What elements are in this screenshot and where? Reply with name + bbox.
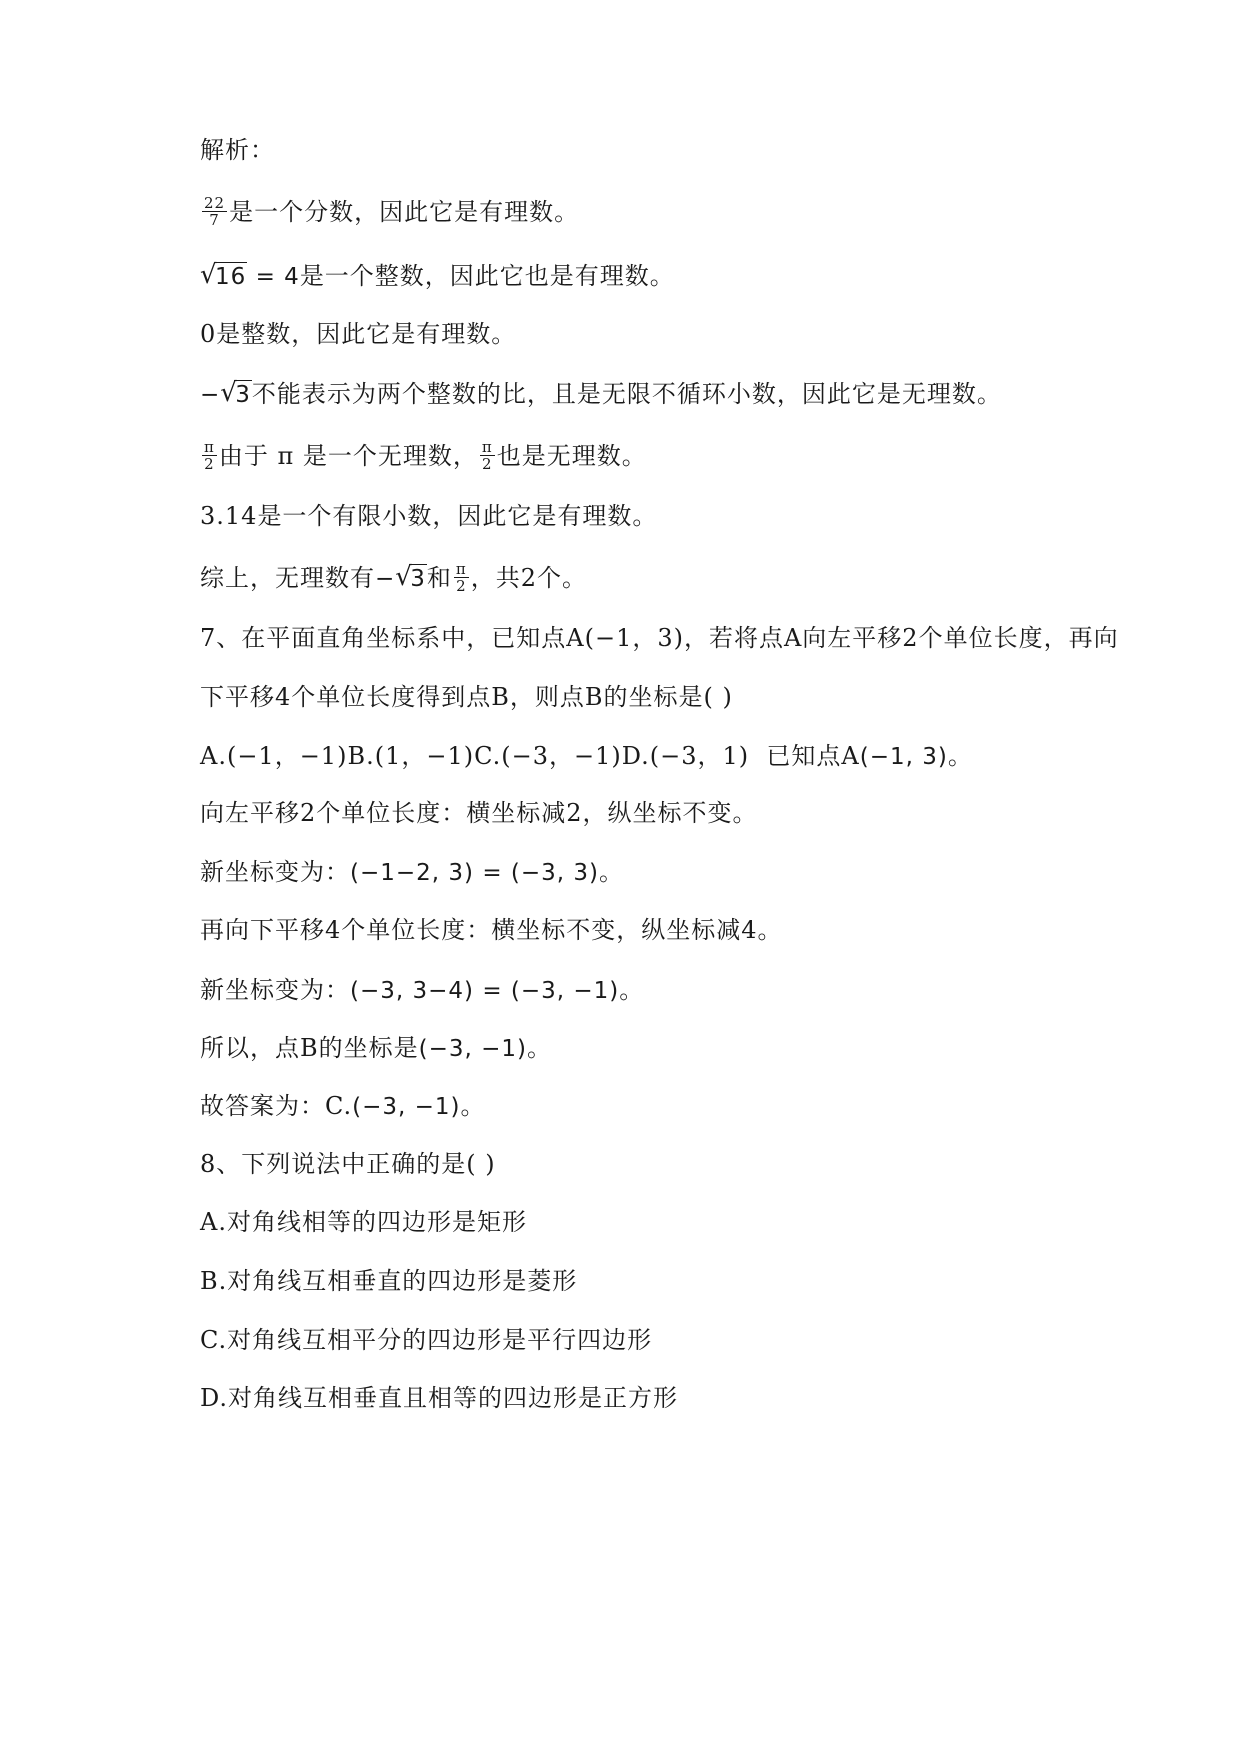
fraction-denominator: 2 — [480, 455, 495, 472]
fraction-pi-2 — [202, 439, 217, 472]
analysis-line-3-14: 3.14是一个有限小数，因此它是有理数。 — [200, 502, 658, 530]
analysis-line-fraction-22-7 — [200, 196, 579, 230]
analysis-text: 是一个整数，因此它也是有理数。 — [299, 262, 675, 290]
equation-text: = 4 — [247, 264, 300, 290]
sqrt-3 — [395, 563, 427, 595]
question-7-step-1: 向左平移2个单位长度：横坐标减2，纵坐标不变。 — [200, 799, 758, 827]
question-8-option-a: A.对角线相等的四边形是矩形 — [200, 1208, 527, 1236]
fraction-numerator: 22 — [204, 194, 226, 212]
analysis-text: 综上，无理数有 — [200, 564, 375, 592]
math-expression: (−3, −1) — [418, 1036, 528, 1062]
minus-sign: − — [200, 382, 221, 408]
analysis-text: 和 — [426, 564, 452, 592]
math-expression: (−3, −1) — [352, 1094, 461, 1120]
fraction-numerator: π — [204, 438, 215, 456]
fraction-denominator: 7 — [202, 211, 227, 228]
analysis-text: 是一个分数，因此它是有理数。 — [229, 198, 580, 226]
analysis-text: 。 — [619, 976, 645, 1004]
radical-sign: √ — [200, 260, 218, 290]
question-8-option-b: B.对角线互相垂直的四边形是菱形 — [200, 1267, 578, 1295]
analysis-summary-line — [200, 562, 587, 596]
analysis-text: 。 — [527, 1034, 553, 1062]
fraction-numerator: π — [481, 438, 493, 456]
fraction-numerator: π — [455, 560, 467, 578]
question-8-stem: 8、下列说法中正确的是( ) — [200, 1150, 496, 1178]
fraction-22-7 — [202, 195, 227, 228]
question-8-option-d: D.对角线互相垂直且相等的四边形是正方形 — [200, 1384, 679, 1412]
analysis-text: 新坐标变为： — [200, 858, 350, 886]
analysis-text: 。 — [947, 742, 973, 770]
analysis-text: 新坐标变为： — [200, 976, 350, 1004]
radicand: 3 — [410, 566, 426, 592]
question-8-option-c: C.对角线互相平分的四边形是平行四边形 — [200, 1326, 653, 1354]
radical-sign: √ — [220, 378, 238, 408]
question-7-stem-line-2: 下平移4个单位长度得到点B，则点B的坐标是( ) — [200, 683, 733, 711]
radicand: 16 — [215, 264, 247, 290]
sqrt-16 — [200, 261, 247, 293]
analysis-text: 已知点A — [766, 742, 860, 770]
fraction-denominator: 2 — [454, 577, 469, 594]
fraction-denominator: 2 — [202, 455, 217, 472]
math-expression: (−3, 3−4) = (−3, −1) — [350, 978, 620, 1004]
math-expression: (−1−2, 3) = (−3, 3) — [350, 860, 600, 886]
question-7-stem-line-1: 7、在平面直角坐标系中，已知点A(−1，3)，若将点A向左平移2个单位长度，再向 — [200, 624, 1119, 652]
math-expression: (−1, 3) — [859, 744, 948, 770]
fraction-pi-2 — [454, 561, 469, 594]
analysis-text: 。 — [599, 858, 625, 886]
question-7-answer — [200, 1090, 486, 1123]
analysis-text: 。 — [460, 1092, 486, 1120]
question-7-step-3: 再向下平移4个单位长度：横坐标不变，纵坐标减4。 — [200, 916, 783, 944]
fraction-pi-2 — [480, 439, 495, 472]
analysis-text: 也是无理数。 — [496, 442, 647, 470]
analysis-heading: 解析： — [200, 136, 275, 164]
sqrt-3 — [220, 379, 252, 411]
question-7-step-4 — [200, 974, 644, 1007]
question-7-options-line — [200, 740, 973, 773]
analysis-text: 不能表示为两个整数的比，且是无限不循环小数，因此它是无理数。 — [251, 380, 1002, 408]
radicand: 3 — [235, 382, 251, 408]
minus-sign: − — [375, 566, 396, 592]
analysis-line-pi-over-2 — [200, 440, 647, 474]
radical-sign: √ — [395, 562, 413, 592]
analysis-line-sqrt16 — [200, 260, 675, 293]
analysis-text: ，共2个。 — [470, 564, 588, 592]
analysis-text: 由于 π 是一个无理数， — [218, 442, 478, 470]
question-7-step-2 — [200, 856, 624, 889]
analysis-line-zero: 0是整数，因此它是有理数。 — [200, 320, 517, 348]
question-7-options: A.(−1，−1)B.(1，−1)C.(−3，−1)D.(−3，1) — [200, 742, 750, 770]
analysis-text: 所以，点B的坐标是 — [200, 1034, 419, 1062]
analysis-line-neg-sqrt3 — [200, 378, 1002, 411]
question-7-step-5 — [200, 1032, 552, 1065]
analysis-text: 故答案为：C. — [200, 1092, 353, 1120]
